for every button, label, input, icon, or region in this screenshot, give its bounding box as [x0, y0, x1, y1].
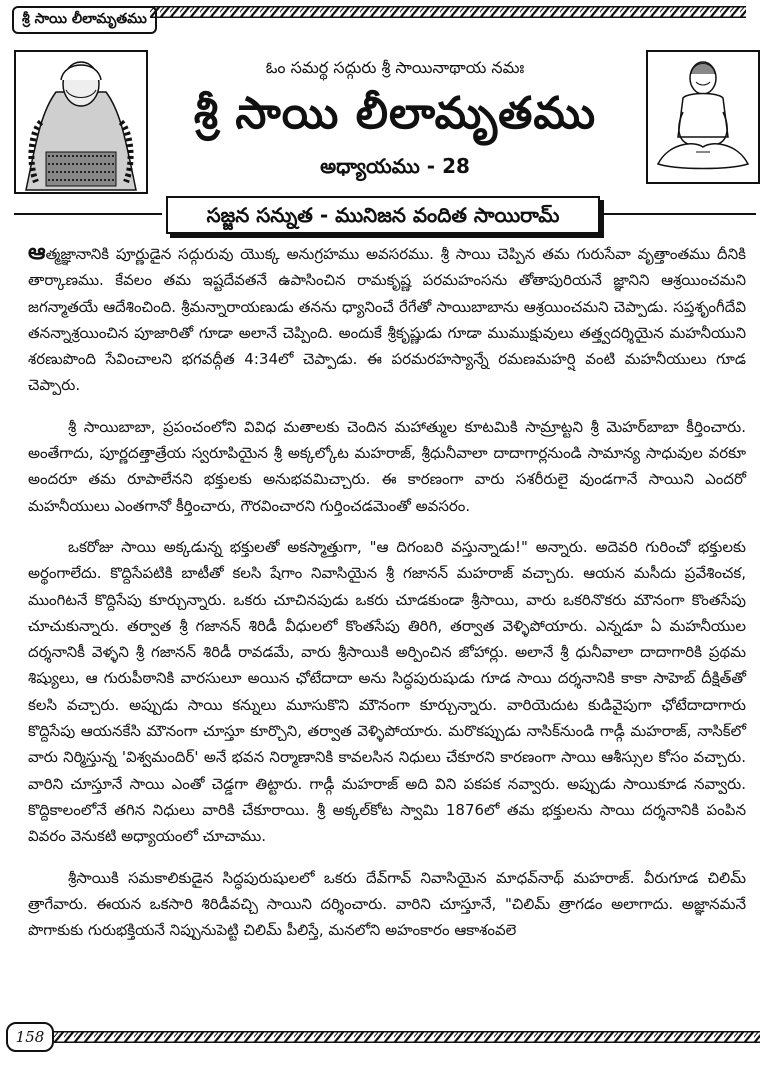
paragraph-1	[28, 240, 746, 399]
rope-border-bottom-graphic	[54, 1031, 760, 1043]
invocation-line: ఓం సమర్థ సద్గురు శ్రీ సాయినాథాయ నమః	[265, 58, 525, 77]
paragraph-4	[28, 865, 746, 944]
saibaba-portrait	[14, 50, 148, 194]
chapter-heading: అధ్యాయము - 28	[320, 154, 470, 178]
paragraph-3-text: ఒకరోజు సాయి అక్కడున్న భక్తులతో అకస్మాత్తుగా, "ఆ దిగంబరి వస్తున్నాడు!" అన్నారు. అదెవరి గురించో భక్తులకు అర్థంగాలేదు. కొద్దిసేపటికి బాటీతో కలసి షేగాం నివాసియైన శ్రీ గజానన్ మహరాజ్ వచ్చారు. ఆయన మసీదు ప్రవేశించక, ముంగిటనే కొద్దిసేపు కూర్చున్నారు. ఒకరు చూచినపుడు ఒకరు చూడకుండా శ్రీసాయి, వారు ఒకరినొకరు మౌనంగా కొంతసేపు చూచుకున్నారు. తర్వాత శ్రీ గజానన్ శిరిడీ వీధులలో కొంతసేపు తిరిగి, తర్వాత వెళ్ళిపోయారు. ఎన్నడూ ఏ మహనీయుల దర్శనానికీ వెళ్ళని శ్రీ గజానన్ శిరిడీ రావడమే, వారు శ్రీసాయికి అర్పించిన జోహార్లు. అలానే శ్రీ ధునీవాలా దాదాగారికి ప్రథమ శిష్యులు, ఆ గురుపీఠానికి వారసులూ అయిన ఛోటేదాదా అను సిద్ధపురుషుడు గూడ సాయి దర్శనానికి కాకా సాహెబ్ దీక్షిత్‌తో కలసి వచ్చారు. అప్పుడు సాయి కన్నులు మూసుకొని మౌనంగా కూర్చున్నారు. వారియెదుట కుడివైపుగా ఛోటేదాదాగారు కొద్దిసేపు ఆయనకేసి మౌనంగా చూస్తూ కూర్చొని, తర్వాత వెళ్ళిపోయారు. మరొకప్పుడు నాసిక్‌నుండి గాడ్గీ మహరాజ్, నాసిక్‌లో వారు నిర్మిస్తున్న 'విశ్వమందిర్' అనే భవన నిర్మాణానికి కావలసిన నిధులు చేకూరని కారణంగా సాయి ఆశీస్సుల కోసం వచ్చారు. వారిని చూస్తూనే సాయి ఎంతో చెడ్డగా తిట్టారు. గాడ్గీ మహరాజ్ అది విని పకపక నవ్వారు. అప్పుడు సాయికూడ నవ్వారు. కొద్దికాలంలోనే తగిన నిధులు వారికి చేకూరాయి. శ్రీ అక్కల్‌కోట స్వామి 1876లో తమ భక్తులను సాయి దర్శనానికి పంపిన వివరం వెనుకటి అధ్యాయంలో చూచాము.	[28, 537, 746, 846]
rope-border-top	[150, 6, 746, 18]
page-title: శ్రీ సాయి లీలామృతము	[193, 88, 597, 139]
devotee-illustration	[648, 52, 758, 182]
banner-rule-right	[600, 213, 756, 215]
devotee-portrait	[646, 50, 760, 184]
paragraph-1-dropcap: ఆ	[28, 240, 46, 265]
running-header-title: శ్రీ సాయి లీలామృతము	[12, 6, 157, 34]
paragraph-3	[28, 534, 746, 850]
saibaba-illustration	[16, 52, 146, 192]
rope-border-top-graphic	[150, 6, 746, 18]
rope-border-bottom	[54, 1031, 760, 1043]
page-number: 158	[6, 1022, 54, 1052]
paragraph-2	[28, 414, 746, 519]
body-text	[28, 240, 746, 958]
paragraph-4-text: శ్రీసాయికి సమకాలికుడైన సిద్ధపురుషులలో ఒకరు దేవ్‌గావ్ నివాసియైన మాధవ్‌నాథ్ మహరాజ్. వీరుగూడ చిలిమ్ త్రాగేవారు. ఈయన ఒకసారి శిరిడీవచ్చి సాయిని దర్శించారు. వారిని చూస్తూనే, "చిలిమ్ త్రాగడం అలాగాదు. అజ్ఞానమనే పొగాకుకు గురుభక్తియనే నిప్పునుపెట్టి చిలిమ్ పీలిస్తే, మనలోని అహంకారం ఆకాశంవలె	[28, 868, 746, 940]
banner-rule-left	[14, 213, 162, 215]
section-banner: సజ్జన సన్నుత - మునిజన వందిత సాయిరామ్	[166, 196, 600, 234]
paragraph-1-text: త్మజ్ఞానానికి పూర్ణుడైన సద్గురువు యొక్క అనుగ్రహము అవసరము. శ్రీ సాయి చెప్పిన తమ గురుసేవా వృత్తాంతము దీనికి తార్కాణము. కేవలం తమ ఇష్టదేవతనే ఉపాసించిన రామకృష్ణ పరమహంసను తోతాపురియనే జ్ఞానిని ఆశ్రయించమని జగన్మాతయే ఆదేశించింది. శ్రీమన్నారాయణుడు తనను ధ్యానించే రేగేతో సాయిబాబాను ఆశ్రయించమని చెప్పాడు. సప్తశృంగీదేవి తనన్నాశ్రయించిన పూజారితో గూడా అలానే చెప్పింది. అందుకే శ్రీకృష్ణుడు గూడా ముముక్షువులు తత్త్వదర్శియైన మహనీయుని శరణుపొంది సేవించాలని భగవద్గీత 4:34లో చెప్పాడు. ఈ పరమరహస్యాన్నే రమణమహర్షి వంటి మహనీయులు గూడ చెప్పారు.	[28, 245, 746, 395]
paragraph-2-text: శ్రీ సాయిబాబా, ప్రపంచంలోని వివిధ మతాలకు చెందిన మహాత్ముల కూటమికి సామ్రాట్టని శ్రీ మెహర్‌బాబా కీర్తించారు. అంతేగాదు, పూర్ణదత్తాత్రేయ స్వరూపియైన శ్రీ అక్కల్కోట మహరాజ్, శ్రీధునీవాలా దాదాగార్లనుండి సామాన్య సాధువుల వరకూ అందరూ తమ రూపాలేనని భక్తులకు అనుభవమిచ్చారు. ఈ కారణంగా వారు సశరీరులై వుండగానే సాయిని ఎందరో మహనీయులు ఎంతగానో కీర్తించారు, గౌరవించారని గుర్తించడమెంతో అవసరం.	[28, 417, 746, 515]
